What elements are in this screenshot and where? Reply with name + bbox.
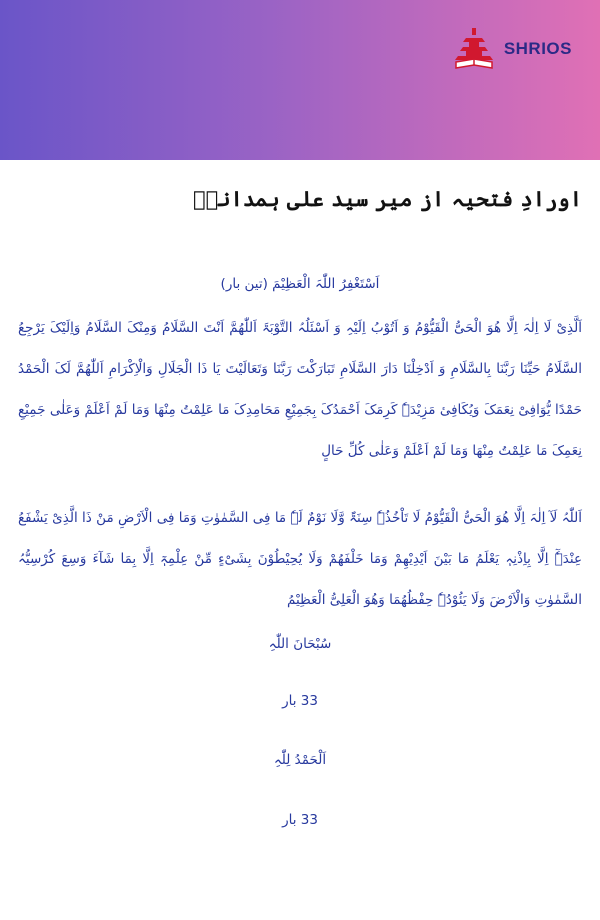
- repeat-count-1: 33 بار: [282, 693, 318, 709]
- tasbih-subhanallah: سُبْحَانَ اللّٰہِ: [268, 636, 332, 652]
- pagoda-icon: [452, 26, 496, 72]
- prayer-paragraph-2: اَللّٰہُ لَآ اِلٰہَ اِلَّا ھُوَ الْحَیُّ الْقَیُّوْمُ لَا تَاْخُذُہٗ سِنَۃٌ وَّلَا نَوْمٌ لَہٗ مَا فِی السَّمٰوٰتِ وَمَا فِی الْاَرْضِ مَنْ ذَا الَّذِیْ یَشْفَعُ عِنْدَہٗٓ اِلَّا بِاِذْنِہٖ یَعْلَمُ مَا بَیْنَ اَیْدِیْھِمْ وَمَا خَلْفَھُمْ وَلَا یُحِیْطُوْنَ بِشَیْءٍ مِّنْ عِلْمِہٖٓ اِلَّا بِمَا شَآءَ وَسِعَ کُرْسِیُّہُ السَّمٰوٰتِ وَالْاَرْضَ وَلَا یَئُوْدُہٗ حِفْظُھُمَا وَھُوَ الْعَلِیُّ الْعَظِیْمُ: [18, 510, 582, 608]
- tasbih-alhamdulillah: اَلْحَمْدُ لِلّٰہِ: [273, 752, 327, 768]
- brand[interactable]: [452, 26, 572, 72]
- content-card: [0, 160, 600, 920]
- app-header: [0, 0, 600, 160]
- istighfar-line: اَسْتَغْفِرُ اللّٰہَ الْعَظِیْمَ (تین بار): [220, 276, 380, 292]
- prayer-paragraph-1: اَلَّذِیْ لَا اِلٰہَ اِلَّا ھُوَ الْحَیُّ الْقَیُّوْمُ وَ اَتُوْبُ اِلَیْہِ وَ اَسْئَلُہُ التَّوْبَۃَ اَللّٰھُمَّ اَنْتَ السَّلَامُ وَمِنْکَ السَّلَامُ وَاِلَیْکَ یَرْجِعُ السَّلَامُ حَیِّنَا رَبَّنَا بِالسَّلَامِ وَ اَدْخِلْنَا دَارَ السَّلَامِ تَبَارَکْتَ رَبَّنَا وَتَعَالَیْتَ یَا ذَا الْجَلَالِ وَالْاِکْرَامِ اَللّٰھُمَّ لَکَ الْحَمْدُ حَمْدًا یُّوَافِیْ نِعَمَکَ وَیُکَافِیٔ مَزِیْدَہٗ کَرِمَکَ اَحْمَدُکَ بِجَمِیْعِ مَحَامِدِکَ مَا عَلِمْتُ مِنْھَا وَمَا لَمْ اَعْلَمْ وَعَلٰی جَمِیْعِ نِعَمِکَ مَا عَلِمْتُ مِنْھَا وَمَا لَمْ اَعْلَمْ وَعَلٰی کُلِّ حَالٍ: [18, 320, 582, 459]
- brand-name: SHRIOS: [503, 39, 572, 58]
- page-title: اورادِ فتحیہ از میر سید علی ہمدانیؒ: [193, 186, 582, 211]
- repeat-count-2: 33 بار: [282, 812, 318, 828]
